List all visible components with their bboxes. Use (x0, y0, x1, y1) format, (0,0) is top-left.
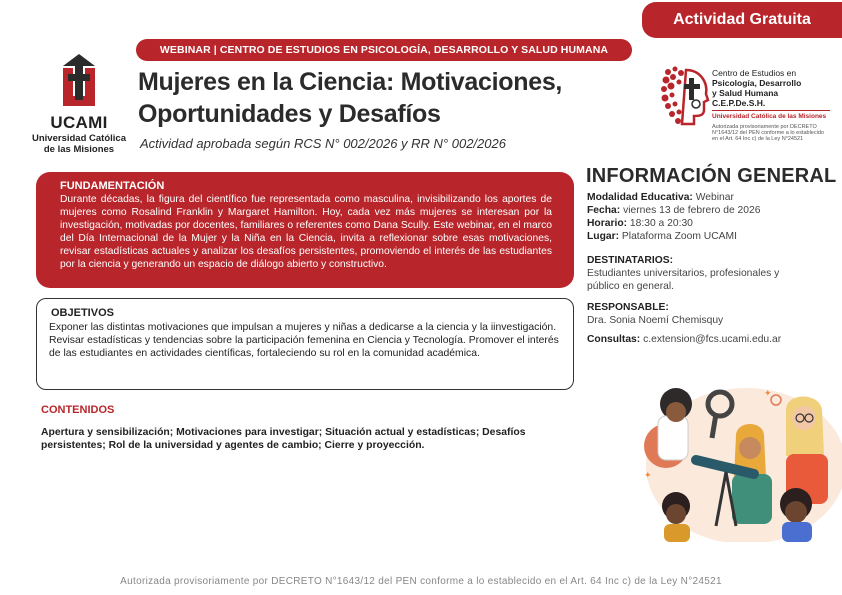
objetivos-heading: OBJETIVOS (51, 307, 114, 319)
responsable-block (587, 301, 832, 327)
cepdesh-line-2: Psicología, Desarrollo (712, 78, 802, 88)
fecha-label: Fecha: (587, 205, 621, 216)
free-activity-badge: Actividad Gratuita (642, 2, 842, 38)
modalidad-label: Modalidad Educativa: (587, 192, 693, 203)
horario-value: 18:30 a 20:30 (629, 218, 693, 229)
cepdesh-logo (660, 64, 830, 142)
fundamentacion-box (36, 172, 574, 288)
lugar-row (587, 230, 832, 243)
ucami-name: UCAMI (50, 113, 108, 132)
contenidos-text: Apertura y sensibilización; Motivaciones para investigar; Situación actual y estadísticas; Desafíos persistentes; Rol de la universidad y agentes de cambio; Cierre y proyección. (41, 427, 526, 451)
lugar-value: Plataforma Zoom UCAMI (621, 231, 737, 242)
modalidad-row (587, 191, 832, 204)
cepdesh-line-4: C.E.P.De.S.H. (712, 98, 766, 108)
destinatarios-label: DESTINATARIOS: (587, 255, 673, 266)
cepdesh-line-3: y Salud Humana (712, 88, 779, 98)
info-heading: INFORMACIÓN GENERAL (586, 165, 837, 187)
consultas-email-link[interactable]: c.extension@fcs.ucami.edu.ar (643, 334, 782, 345)
legal-footer: Autorizada provisoriamente por DECRETO N°1643/12 del PEN conforme a lo establecido en el Art. 64 Inc c) de la Ley N°24521 (120, 576, 722, 587)
horario-row (587, 217, 832, 230)
info-details (587, 191, 832, 243)
webinar-banner: WEBINAR | CENTRO DE ESTUDIOS EN PSICOLOGÍA, DESARROLLO Y SALUD HUMANA (136, 39, 632, 61)
ucami-logo (26, 50, 132, 155)
consultas-row (587, 333, 832, 346)
destinatarios-block (587, 254, 832, 293)
cepdesh-head-icon (660, 64, 710, 128)
objetivos-text: Exponer las distintas motivaciones que impulsan a mujeres y niñas a dedicarse a la ciencia y la iinvestigación. Revisar estadísticas y tendencias sobre la participación femenina en Ciencia y Tecnología. Promover el interés de las estudiantes en actividades científicas, fortaleciendo su rol en la comunidad académica. (49, 322, 559, 359)
cepdesh-small-print: Autorizada provisoriamente por DECRETO N°1643/12 del PEN conforme a lo establecido en el Art. 64 Inc c) de la Ley N°24521 (712, 124, 824, 142)
title-line-2: Oportunidades y Desafíos (138, 100, 441, 128)
svg-text:✦: ✦ (644, 471, 652, 481)
cepdesh-footer: Universidad Católica de las Misiones (712, 110, 830, 122)
fecha-value: viernes 13 de febrero de 2026 (623, 205, 761, 216)
objetivos-box (36, 298, 574, 390)
page-title (138, 66, 598, 130)
ucami-subtitle-1: Universidad Católica (32, 133, 126, 144)
horario-label: Horario: (587, 218, 628, 229)
consultas-label: Consultas: (587, 334, 641, 345)
contenidos-heading: CONTENIDOS (41, 404, 115, 416)
responsable-label: RESPONSABLE: (587, 302, 669, 313)
approval-note: Actividad aprobada según RCS N° 002/2026 y RR N° 002/2026 (140, 136, 506, 151)
svg-text:✦: ✦ (764, 389, 772, 399)
ucami-subtitle-2: de las Misiones (43, 144, 115, 155)
women-scientists-illustration (636, 376, 842, 542)
fecha-row (587, 204, 832, 217)
modalidad-value: Webinar (695, 192, 734, 203)
cepdesh-text (712, 68, 830, 142)
responsable-value: Dra. Sonia Noemí Chemisquy (587, 315, 724, 326)
lugar-label: Lugar: (587, 231, 620, 242)
title-line-1: Mujeres en la Ciencia: Motivaciones, (138, 68, 563, 96)
cepdesh-line-1: Centro de Estudios en (712, 68, 797, 78)
ucami-cross-icon (49, 50, 109, 108)
fundamentacion-text: Durante décadas, la figura del científico fue representada como masculina, invisibilizando los aportes de mujeres como Rosalind Franklin y Margaret Hamilton. Hoy, cada vez más mujeres se interesan por la investigación, motivadas por docentes, familiares o referentes como Dana Scully. Este webinar, en el marco del Día Internacional de la Mujer y la Niña en la Ciencia, invita a reflexionar sobre esas motivaciones, revisar estadísticas actuales y analizar los desafíos persistentes, promoviendo el interés de las estudiantes por la ciencia y generando un espacio de diálogo abierto y constructivo. (60, 194, 552, 270)
destinatarios-value: Estudiantes universitarios, profesionales y público en general. (587, 268, 780, 292)
fundamentacion-heading: FUNDAMENTACIÓN (60, 180, 165, 192)
